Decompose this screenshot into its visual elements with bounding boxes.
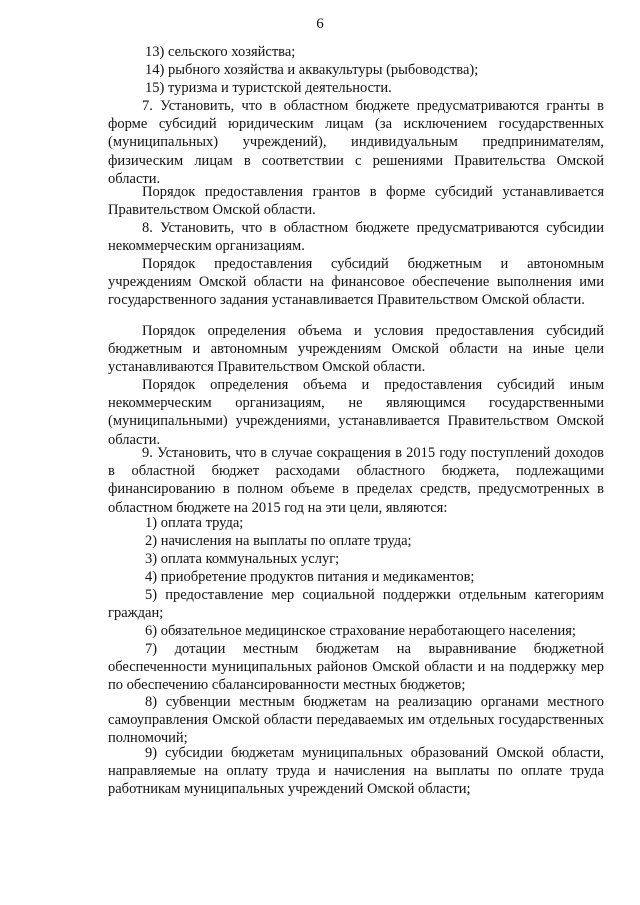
clause-7: 7. Установить, что в областном бюджете предусматриваются гранты в форме субсидий юридическим лицам (за исключением государственных (муниципальных) учреждений), индивидуальным предпринимателям, физическим лицам в соответствии с решениями Правительства Омской области. bbox=[108, 98, 604, 187]
list-item-9: 9) субсидии бюджетам муниципальных образований Омской области, направляемые на оплату труда и начисления на выплаты по оплате труда работникам муниципальных учреждений Омской области; bbox=[108, 745, 604, 798]
clause-8: 8. Установить, что в областном бюджете предусматриваются субсидии некоммерческим организациям. bbox=[108, 220, 604, 255]
list-item-3: 3) оплата коммунальных услуг; bbox=[145, 551, 340, 567]
list-item-5: 5) предоставление мер социальной поддержки отдельным категориям граждан; bbox=[108, 587, 604, 622]
list-item-14: 14) рыбного хозяйства и аквакультуры (рыбоводства); bbox=[145, 62, 479, 78]
page-number: 6 bbox=[316, 16, 324, 32]
list-item-15: 15) туризма и туристской деятельности. bbox=[145, 80, 392, 96]
state-task-subsidy-procedure: Порядок предоставления субсидий бюджетным и автономным учреждениям Омской области на финансовое обеспечение выполнения ими государственного задания устанавливается Правительством Омской области. bbox=[108, 256, 604, 309]
list-item-4: 4) приобретение продуктов питания и медикаментов; bbox=[145, 569, 475, 585]
other-purposes-subsidy-procedure: Порядок определения объема и условия предоставления субсидий бюджетным и автономным учреждениям Омской области на иные цели устанавливаются Правительством Омской области. bbox=[108, 323, 604, 376]
nonprofit-subsidy-procedure: Порядок определения объема и предоставления субсидий иным некоммерческим организациям, не являющимся государственными (муниципальными) учреждениями, устанавливается Правительством Омской области. bbox=[108, 377, 604, 448]
list-item-13: 13) сельского хозяйства; bbox=[145, 44, 296, 60]
list-item-8: 8) субвенции местным бюджетам на реализацию органами местного самоуправления Омской области передаваемых им отдельных государственных полномочий; bbox=[108, 694, 604, 747]
list-item-7: 7) дотации местным бюджетам на выравнивание бюджетной обеспеченности муниципальных районов Омской области и на поддержку мер по обеспечению сбалансированности местных бюджетов; bbox=[108, 641, 604, 694]
clause-9: 9. Установить, что в случае сокращения в 2015 году поступлений доходов в областной бюджет расходами областного бюджета, подлежащими финансированию в полном объеме в пределах средств, предусмотренных в областном бюджете на 2015 год на эти цели, являются: bbox=[108, 445, 604, 516]
list-item-1: 1) оплата труда; bbox=[145, 515, 244, 531]
grants-procedure: Порядок предоставления грантов в форме субсидий устанавливается Правительством Омской области. bbox=[108, 184, 604, 219]
list-item-2: 2) начисления на выплаты по оплате труда; bbox=[145, 533, 412, 549]
list-item-6: 6) обязательное медицинское страхование неработающего населения; bbox=[145, 623, 576, 639]
